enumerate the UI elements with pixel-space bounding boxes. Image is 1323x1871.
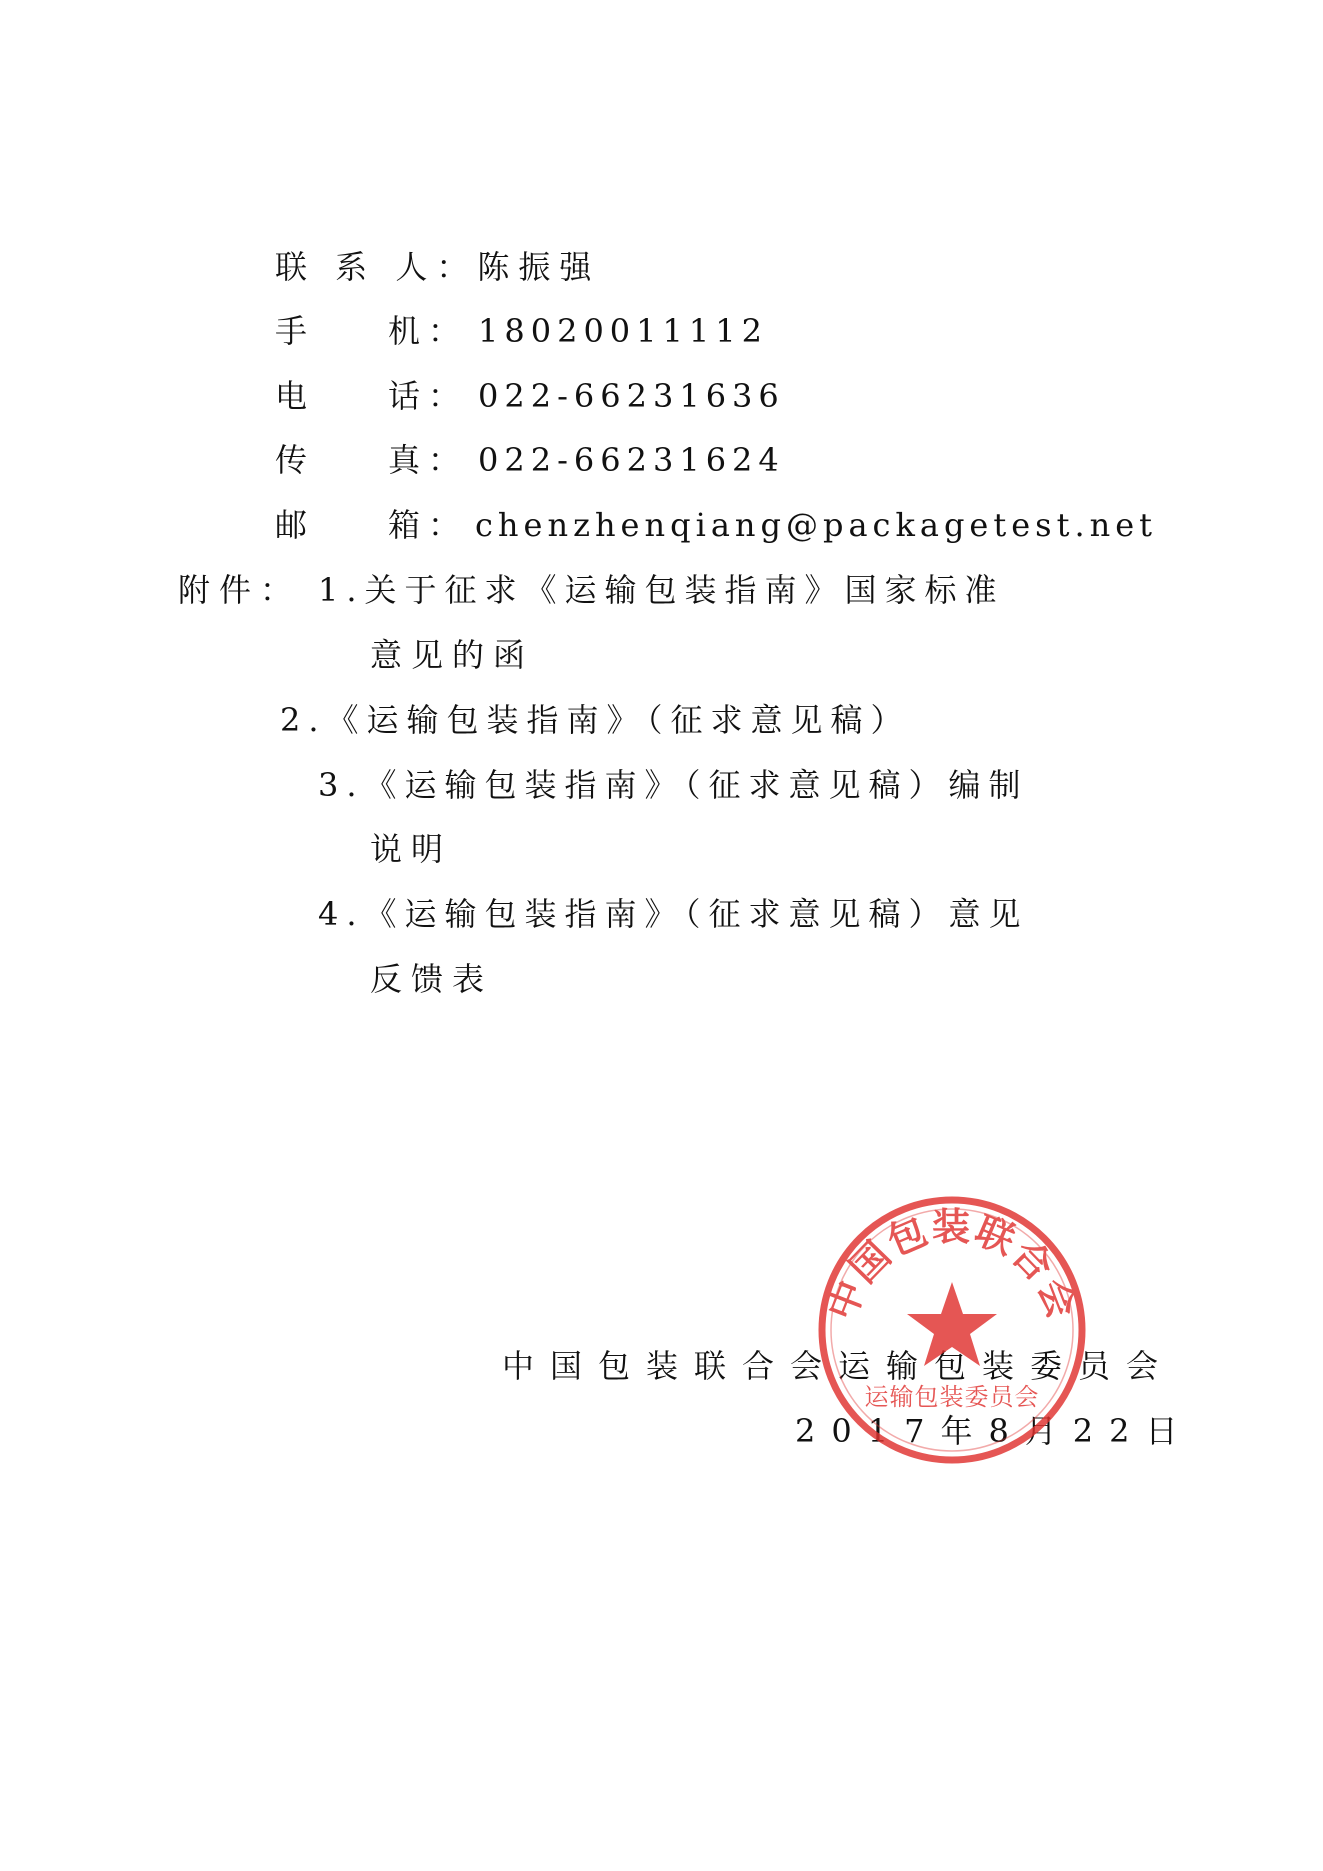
contact-person-value: 陈振强 — [477, 248, 601, 286]
mobile-label-b: 机： — [388, 312, 469, 350]
fax-value: 022-66231624 — [478, 441, 785, 479]
phone-value: 022-66231636 — [478, 377, 785, 415]
signing-date: 2017年8月22日 — [795, 1412, 1194, 1450]
attachment-item-3-line-2: 说明 — [370, 830, 453, 868]
phone-label-a: 电 — [275, 377, 308, 415]
contact-person-label: 联 系 人： — [275, 248, 478, 286]
seal-star-icon — [907, 1282, 997, 1366]
email-label-a: 邮 — [275, 506, 308, 544]
attachment-item-3-line-1: 3.《运输包装指南》（征求意见稿）编制 — [318, 766, 1029, 804]
attachment-item-4-line-2: 反馈表 — [370, 960, 494, 998]
attachment-item-4-line-1: 4.《运输包装指南》（征求意见稿）意见 — [318, 895, 1029, 933]
signing-organization: 中国包装联合会运输包装委员会 — [502, 1347, 1175, 1385]
email-value: chenzhenqiang@packagetest.net — [475, 506, 1158, 544]
mobile-value: 18020011112 — [478, 312, 768, 350]
seal-outer-text: 中国包装联合会 — [817, 1204, 1087, 1326]
seal-inner-text: 运输包装委员会 — [864, 1383, 1040, 1411]
phone-label-b: 话： — [388, 377, 469, 415]
attachment-item-1-line-2: 意见的函 — [370, 636, 535, 674]
official-seal-stamp — [812, 1190, 1092, 1470]
attachment-item-1-line-1: 1.关于征求《运输包装指南》国家标准 — [318, 571, 1005, 609]
contact-person — [275, 247, 600, 287]
mobile-label-a: 手 — [275, 312, 308, 350]
attachment-item-2-line-1: 2.《运输包装指南》（征求意见稿） — [280, 701, 911, 739]
email-label-b: 箱： — [388, 506, 469, 544]
attachments-label: 附件： — [178, 571, 302, 609]
fax-label-a: 传 — [275, 441, 308, 479]
fax-label-b: 真： — [388, 441, 469, 479]
